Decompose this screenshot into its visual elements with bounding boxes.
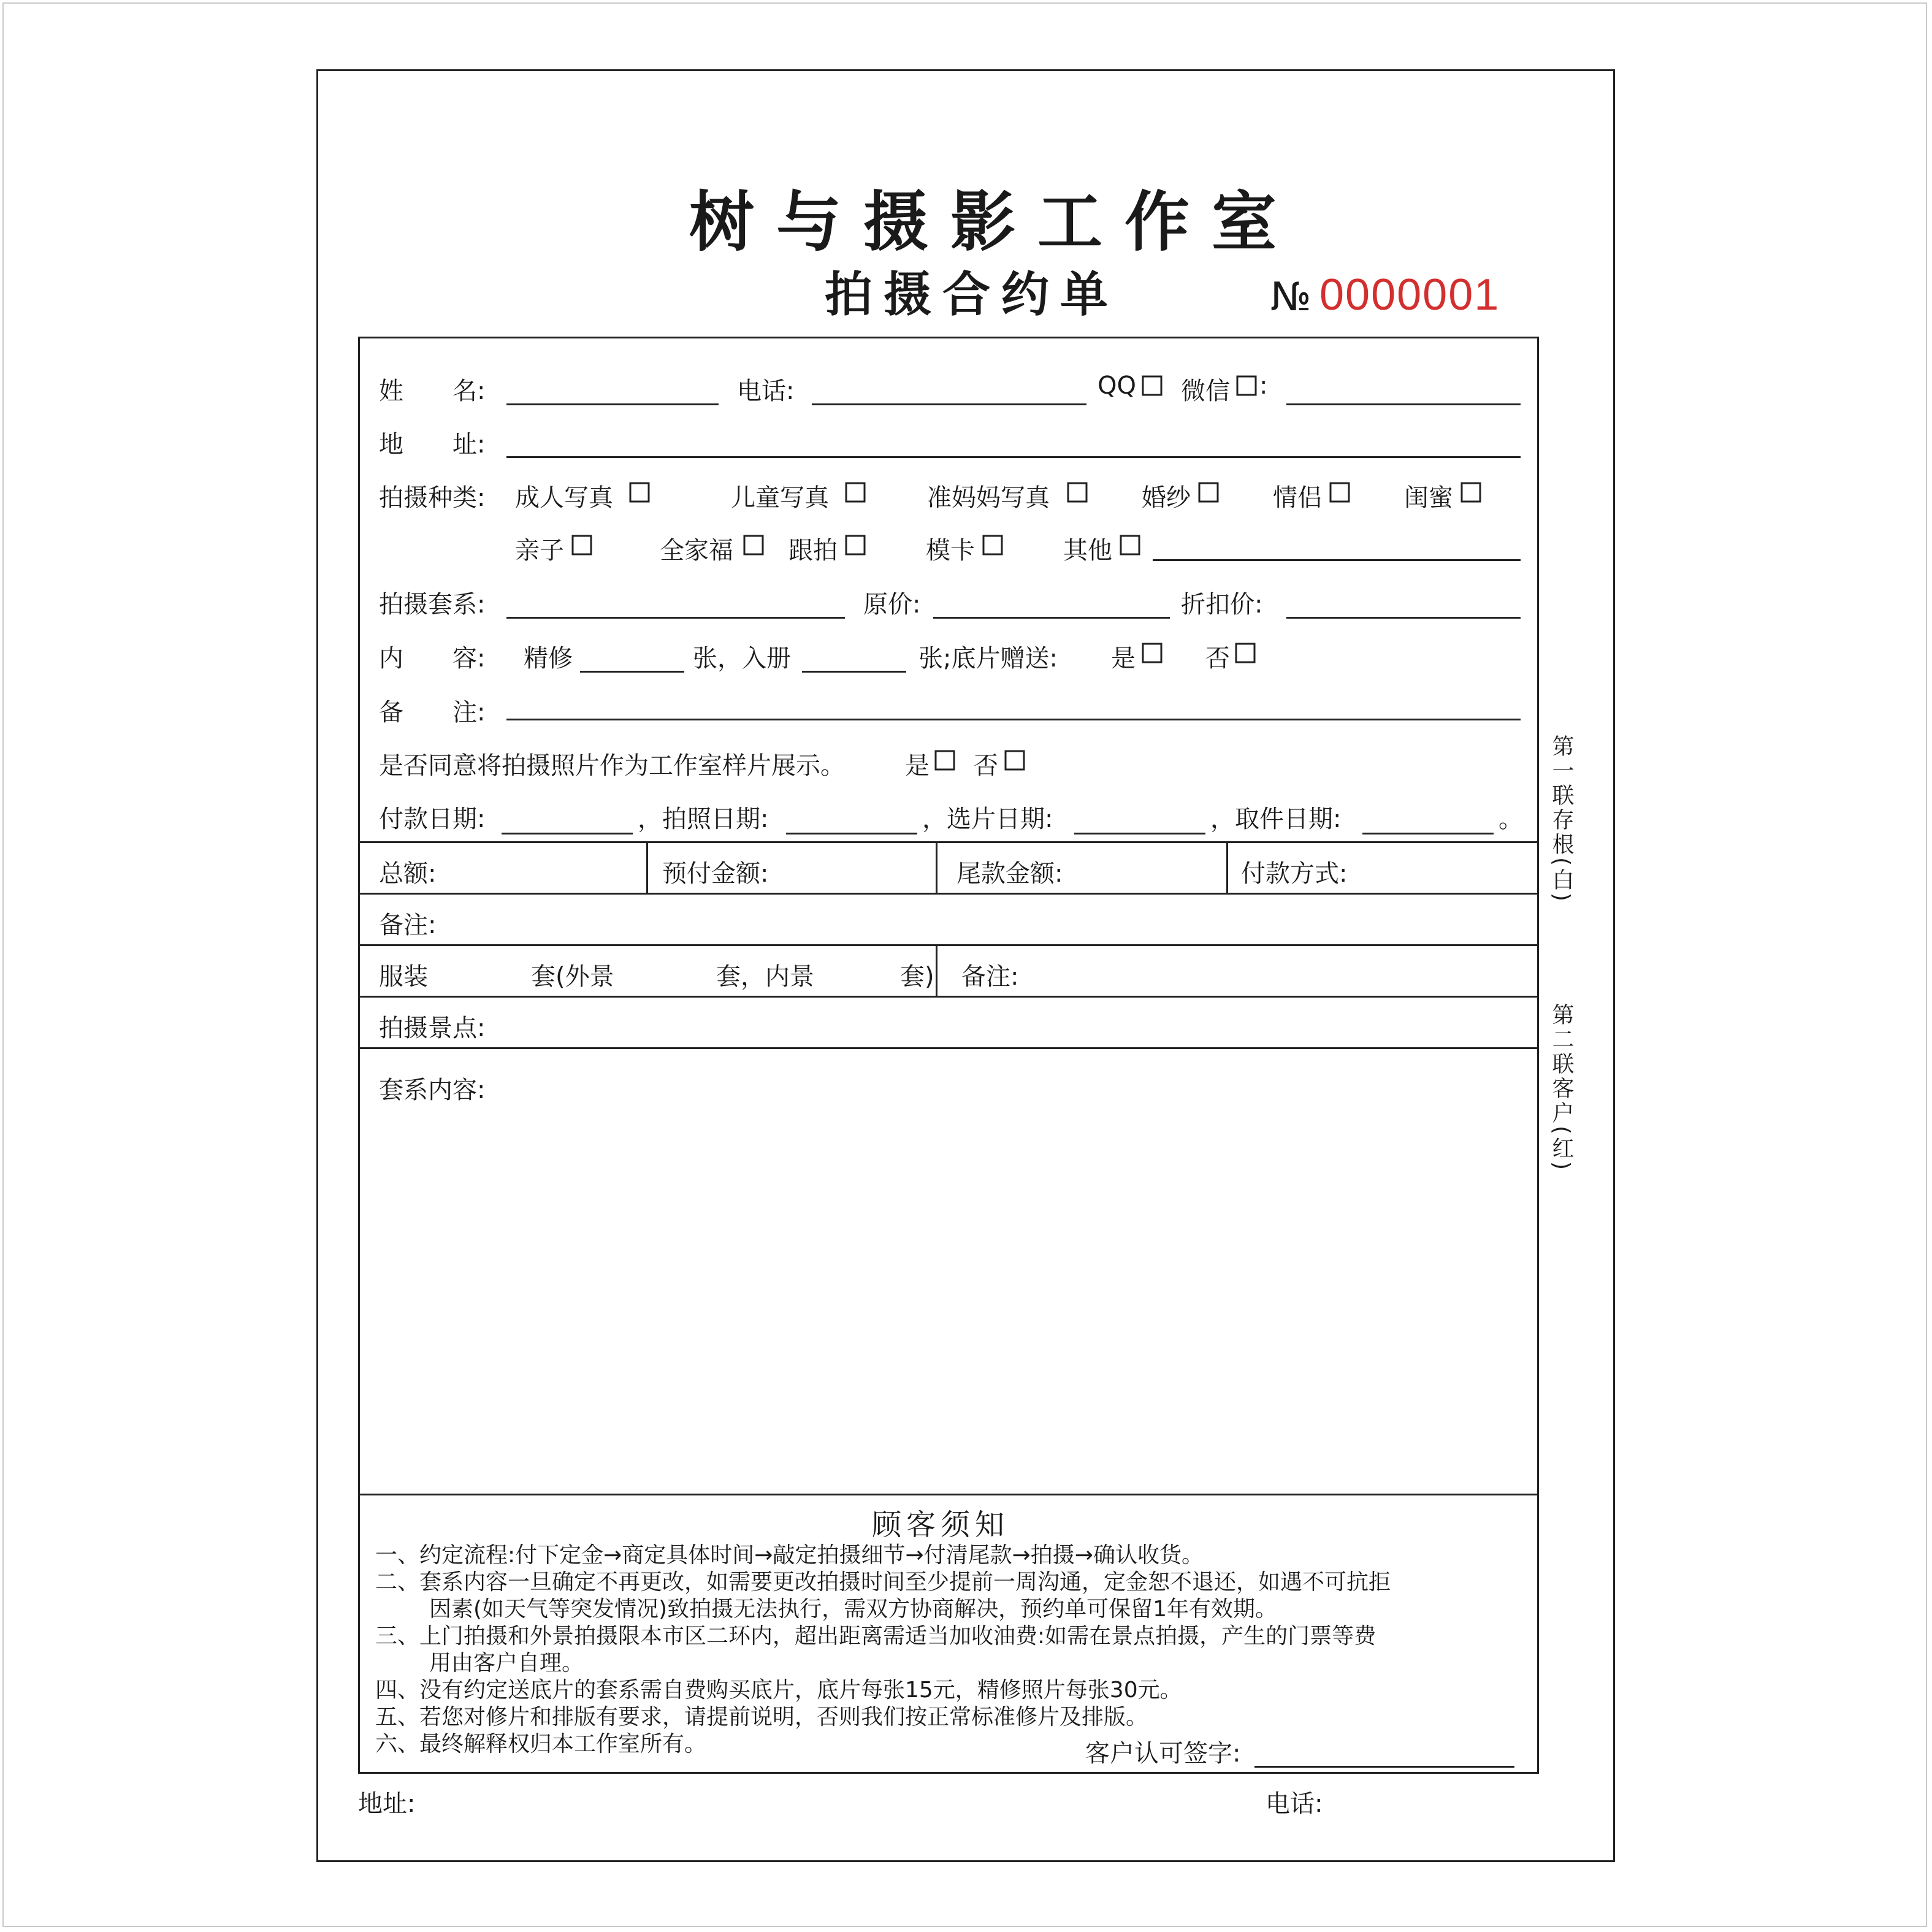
album-label: 张，入册 [693, 644, 791, 673]
address-label: 地 址: [379, 430, 486, 459]
consent-no-checkbox[interactable] [1004, 750, 1025, 771]
copy1-side-label: 第一联存根(白) [1549, 735, 1574, 904]
type-family-checkbox[interactable] [743, 535, 764, 556]
remark-label: 备 注: [379, 698, 486, 727]
period-mark: 。 [1499, 805, 1523, 833]
type-wedding-label: 婚纱 [1142, 484, 1191, 512]
phone-label: 电话: [737, 377, 795, 405]
package-label: 拍摄套系: [379, 590, 486, 619]
payment-method-label: 付款方式: [1241, 860, 1348, 888]
type-model-card-label: 模卡 [926, 536, 975, 565]
notice-line-2-cont: 因素(如天气等突发情况)致拍摄无法执行，需双方协商解决，预约单可保留1年有效期。 [429, 1597, 1277, 1622]
balance-label: 尾款金额: [956, 860, 1063, 888]
footer-address-label: 地址: [358, 1790, 416, 1818]
type-follow-checkbox[interactable] [845, 535, 866, 556]
notice-top-line [358, 1494, 1539, 1495]
number-prefix: № [1270, 275, 1312, 320]
pay-date-label: 付款日期: [379, 805, 486, 833]
wechat-checkbox[interactable] [1236, 375, 1257, 396]
notice-line-3-cont: 用由客户自理。 [429, 1651, 584, 1676]
qq-checkbox[interactable] [1142, 375, 1163, 396]
consent-yes-checkbox[interactable] [934, 750, 955, 771]
negatives-no-checkbox[interactable] [1235, 643, 1256, 663]
select-date-field[interactable] [1074, 833, 1205, 834]
type-follow-label: 跟拍 [788, 536, 838, 565]
location-label: 拍摄景点: [379, 1014, 486, 1042]
package-content-label: 套系内容: [379, 1076, 486, 1104]
table-line [358, 996, 1539, 998]
type-adult-label: 成人写真 [515, 484, 613, 512]
pickup-date-field[interactable] [1362, 833, 1494, 834]
package-content-area[interactable] [368, 1055, 1527, 1490]
table-top-line [358, 841, 1539, 843]
negatives-yes-label: 是 [1111, 644, 1136, 673]
type-bestie-checkbox[interactable] [1460, 482, 1481, 503]
type-child-checkbox[interactable] [845, 482, 866, 503]
original-price-label: 原价: [863, 590, 921, 619]
studio-name: 树与摄影工作室 [689, 183, 1299, 260]
notice-line-3: 三、上门拍摄和外景拍摄限本市区二环内，超出距离需适当加收油费:如需在景点拍摄，产生的门票等费 [375, 1624, 1376, 1649]
type-bestie-label: 闺蜜 [1404, 484, 1453, 512]
content-label: 内 容: [379, 644, 486, 673]
type-parent-child-label: 亲子 [515, 536, 564, 565]
type-family-label: 全家福 [660, 536, 733, 565]
table-divider [646, 841, 648, 893]
consent-no-label: 否 [974, 752, 998, 780]
select-date-label: ，选片日期: [922, 805, 1053, 833]
original-price-field[interactable] [933, 617, 1170, 619]
pay-date-field[interactable] [502, 833, 633, 834]
table-divider [936, 841, 937, 893]
shoot-date-label: ，拍照日期: [638, 805, 769, 833]
signature-label: 客户认可签字: [1085, 1739, 1241, 1768]
type-couple-checkbox[interactable] [1329, 482, 1350, 503]
notice-line-1: 一、约定流程:付下定金→商定具体时间→敲定拍摄细节→付清尾款→拍摄→确认收货。 [375, 1543, 1204, 1568]
notice-line-4: 四、没有约定送底片的套系需自费购买底片，底片每张15元，精修照片每张30元。 [375, 1678, 1182, 1703]
discount-price-label: 折扣价: [1181, 590, 1263, 619]
album-count-field[interactable] [802, 671, 906, 673]
type-couple-label: 情侣 [1273, 484, 1322, 512]
type-adult-checkbox[interactable] [629, 482, 650, 503]
footer-phone-label: 电话: [1266, 1790, 1323, 1818]
notice-line-6: 六、最终解释权归本工作室所有。 [375, 1732, 707, 1757]
notice-line-2: 二、套系内容一旦确定不再更改，如需要更改拍摄时间至少提前一周沟通，定金恕不退还，如遇不可抗拒 [375, 1570, 1391, 1595]
type-child-label: 儿童写真 [731, 484, 829, 512]
type-other-field[interactable] [1153, 559, 1521, 561]
consent-yes-label: 是 [905, 752, 930, 780]
prepaid-label: 预付金额: [662, 860, 769, 888]
shoot-type-label: 拍摄种类: [379, 484, 486, 512]
negatives-yes-checkbox[interactable] [1142, 643, 1163, 663]
table-line [358, 1047, 1539, 1049]
table-line [358, 893, 1539, 895]
type-maternity-label: 准妈妈写真 [927, 484, 1050, 512]
consent-text: 是否同意将拍摄照片作为工作室样片展示。 [379, 752, 845, 780]
serial-number: 0000001 [1319, 270, 1500, 319]
type-wedding-checkbox[interactable] [1198, 482, 1219, 503]
table-remark-label: 备注: [379, 911, 437, 939]
table-divider [1226, 841, 1228, 893]
retouch-label: 精修 [524, 644, 573, 673]
type-parent-child-checkbox[interactable] [571, 535, 592, 556]
retouch-count-field[interactable] [580, 671, 684, 673]
costume-label: 服装 [379, 963, 428, 991]
pickup-date-label: ，取件日期: [1210, 805, 1342, 833]
type-model-card-checkbox[interactable] [982, 535, 1003, 556]
shoot-date-field[interactable] [786, 833, 917, 834]
phone-field[interactable] [812, 403, 1086, 405]
signature-field[interactable] [1254, 1766, 1514, 1768]
remark-field[interactable] [506, 719, 1521, 720]
costume-indoor-label: 套，内景 [716, 963, 814, 991]
package-field[interactable] [506, 617, 845, 619]
negatives-label: 张;底片赠送: [918, 644, 1058, 673]
wechat-label: 微信 [1181, 377, 1230, 405]
discount-price-field[interactable] [1286, 617, 1521, 619]
form-title: 拍摄合约单 [825, 267, 1120, 323]
negatives-no-label: 否 [1205, 644, 1230, 673]
name-field[interactable] [506, 403, 719, 405]
name-label: 姓 名: [379, 377, 486, 405]
type-maternity-checkbox[interactable] [1067, 482, 1088, 503]
contact-id-field[interactable] [1286, 403, 1521, 405]
costume-sets-end: 套) [900, 963, 934, 991]
costume-remark-label: 备注: [961, 963, 1019, 991]
total-label: 总额: [379, 860, 437, 888]
table-line [358, 944, 1539, 946]
notice-title: 顾客须知 [872, 1508, 1010, 1542]
copy2-side-label: 第二联客户(红) [1549, 1003, 1574, 1173]
type-other-label: 其他 [1063, 536, 1112, 565]
table-divider [936, 944, 937, 996]
address-field[interactable] [506, 456, 1521, 458]
costume-outdoor-label: 套(外景 [531, 963, 614, 991]
type-other-checkbox[interactable] [1120, 535, 1140, 556]
qq-label: QQ [1098, 372, 1136, 400]
notice-line-5: 五、若您对修片和排版有要求，请提前说明，否则我们按正常标准修片及排版。 [375, 1705, 1148, 1730]
